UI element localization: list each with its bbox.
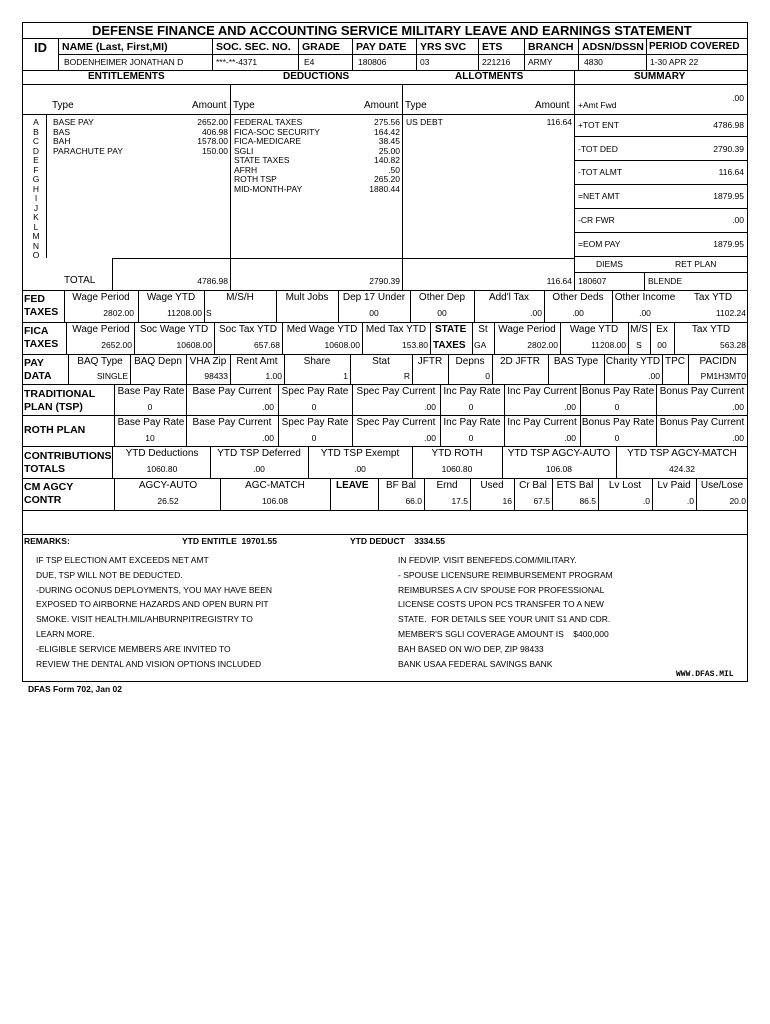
pay-data-header: 2D JFTR xyxy=(500,356,540,367)
state-tax-value: 2802.00 xyxy=(527,340,558,350)
pay-data-label: PAY DATA xyxy=(24,357,52,382)
roth-plan-value: .00 xyxy=(564,433,576,443)
pay-data-value: SINGLE xyxy=(96,371,128,381)
divider xyxy=(112,258,574,259)
roth-plan-header: Spec Pay Rate xyxy=(281,417,349,428)
divider xyxy=(644,272,645,290)
roth-plan-value: 0 xyxy=(614,433,620,443)
divider xyxy=(112,446,113,478)
state-tax-value: 11208.00 xyxy=(591,340,626,350)
leave-value: 66.0 xyxy=(405,496,422,506)
traditional-tsp-value: .00 xyxy=(564,402,576,412)
cm-agcy-header: AGC-MATCH xyxy=(245,480,305,491)
leave-value: 67.5 xyxy=(533,496,550,506)
contribution-value: .00 xyxy=(253,464,265,474)
traditional-tsp-value: 0 xyxy=(614,402,620,412)
summary-label: -TOT DED xyxy=(578,144,618,154)
leave-header: Used xyxy=(480,480,504,491)
roth-plan-header: Bonus Pay Current xyxy=(659,417,745,428)
divider xyxy=(68,354,69,384)
divider xyxy=(22,322,748,323)
summary-label: =NET AMT xyxy=(578,191,620,201)
roth-plan-value: .00 xyxy=(262,433,274,443)
leave-value: 86.5 xyxy=(579,496,596,506)
traditional-tsp-header: Inc Pay Current xyxy=(507,386,577,397)
divider xyxy=(64,290,65,322)
state-tax-header: Wage Period xyxy=(498,324,556,335)
fica-taxes-label: FICA TAXES xyxy=(24,325,59,350)
allotment-amounts: 116.64 xyxy=(546,117,572,127)
state-tax-header: St xyxy=(478,324,488,335)
deductions-header: DEDUCTIONS xyxy=(283,71,350,82)
cm-agcy-label: CM AGCY CONTR xyxy=(24,481,74,506)
traditional-tsp-value: 0 xyxy=(468,402,474,412)
pay-data-header: BAQ Depn xyxy=(134,356,182,367)
ent-amount-label: Amount xyxy=(192,100,227,111)
summary-value: 116.64 xyxy=(718,167,744,177)
divider xyxy=(574,256,748,257)
leave-header: ETS Bal xyxy=(556,480,594,491)
divider xyxy=(22,114,574,115)
divider xyxy=(46,114,47,258)
form-footer: DFAS Form 702, Jan 02 xyxy=(28,684,123,694)
state-tax-header: Wage YTD xyxy=(569,324,619,335)
fica-tax-value: 10608.00 xyxy=(176,340,212,350)
divider xyxy=(112,258,113,290)
total-allotments: 116.64 xyxy=(546,276,572,286)
roth-plan-header: Bonus Pay Rate xyxy=(581,417,655,428)
fica-tax-value: 657.68 xyxy=(254,340,280,350)
yrs-svc-value: 03 xyxy=(420,57,430,67)
fica-tax-header: Soc Wage YTD xyxy=(139,324,209,335)
total-deductions: 2790.39 xyxy=(369,276,400,286)
fed-tax-header: Dep 17 Under xyxy=(342,292,406,303)
allotment-types: US DEBT xyxy=(406,117,443,127)
total-entitlements: 4786.98 xyxy=(197,276,228,286)
leave-value: 20.0 xyxy=(729,496,746,506)
contribution-value: 106.08 xyxy=(546,464,572,474)
row-letters: A B C D E F G H I J K L M N O xyxy=(32,117,40,260)
pay-data-header: JFTR xyxy=(417,356,443,367)
pay-data-header: Charity YTD xyxy=(605,356,661,367)
grade-value: E4 xyxy=(304,57,315,67)
traditional-tsp-value: 0 xyxy=(147,402,153,412)
divider xyxy=(574,208,748,209)
state-label-top: STATE xyxy=(435,324,467,335)
contribution-header: YTD TSP Deferred xyxy=(217,448,301,459)
divider xyxy=(574,136,748,137)
name-label: NAME (Last, First,MI) xyxy=(62,41,168,53)
traditional-tsp-header: Spec Pay Current xyxy=(356,386,436,397)
summary-value: .00 xyxy=(732,215,744,225)
leave-label: LEAVE xyxy=(336,480,369,491)
ret-plan-value: BLENDE xyxy=(648,276,683,286)
roth-plan-header: Base Pay Current xyxy=(192,417,272,428)
fed-tax-value: 1102.24 xyxy=(715,308,746,318)
fed-tax-value: 00 xyxy=(437,308,447,318)
leave-header: BF Bal xyxy=(385,480,416,491)
divider xyxy=(22,446,748,447)
deduction-amounts: 275.56 164.42 38.45 25.00 140.82 .50 265.20 1880.44 xyxy=(369,117,400,194)
name-value: BODENHEIMER JONATHAN D xyxy=(64,57,184,67)
roth-plan-header: Inc Pay Rate xyxy=(443,417,501,428)
pay-data-header: PACIDN xyxy=(699,356,737,367)
fica-tax-header: Wage Period xyxy=(72,324,130,335)
pay-data-value: 1 xyxy=(343,371,348,381)
contribution-header: YTD TSP AGCY-MATCH xyxy=(627,448,737,459)
adsn-label: ADSN/DSSN xyxy=(582,41,644,53)
ytd-deduct: YTD DEDUCT 3334.55 xyxy=(350,536,445,546)
pay-data-value: R xyxy=(403,371,410,381)
state-tax-value: S xyxy=(636,340,642,350)
contributions-totals-label: CONTRIBUTIONS TOTALS xyxy=(24,450,112,475)
ets-label: ETS xyxy=(482,41,503,53)
adsn-value: 4830 xyxy=(584,57,603,67)
state-label-bottom: TAXES xyxy=(433,340,466,351)
contribution-value: .00 xyxy=(354,464,366,474)
contribution-value: 1060.80 xyxy=(441,464,473,474)
ssn-value: ***-**-4371 xyxy=(216,57,258,67)
ret-plan-label: RET PLAN xyxy=(675,259,717,269)
fica-tax-value: 10608.00 xyxy=(324,340,360,350)
fed-tax-header: Other Income xyxy=(614,292,676,303)
traditional-tsp-value: .00 xyxy=(262,402,274,412)
pay-data-header: BAS Type xyxy=(553,356,599,367)
fed-tax-value: .00 xyxy=(639,308,651,318)
state-tax-value: 00 xyxy=(657,340,667,350)
deduction-types: FEDERAL TAXES FICA-SOC SECURITY FICA-MEDICARE SGLI STATE TAXES AFRH ROTH TSP MID-MONTH-PAY xyxy=(234,117,320,194)
summary-value: 1879.95 xyxy=(713,239,744,249)
roth-plan-value: .00 xyxy=(424,433,436,443)
roth-plan-value: 10 xyxy=(145,433,155,443)
leave-header: Ernd xyxy=(436,480,458,491)
dfas-website: WWW.DFAS.MIL xyxy=(676,670,734,679)
fed-tax-header: Mult Jobs xyxy=(285,292,329,303)
fed-tax-value: 00 xyxy=(369,308,379,318)
summary-value: 2790.39 xyxy=(713,144,744,154)
summary-header: SUMMARY xyxy=(634,71,686,82)
roth-plan-header: Inc Pay Current xyxy=(507,417,577,428)
divider xyxy=(22,384,748,385)
diems-label: DIEMS xyxy=(596,259,623,269)
leave-value: 16 xyxy=(502,496,512,506)
contribution-value: 1060.80 xyxy=(146,464,178,474)
divider xyxy=(22,478,748,479)
leave-value: 17.5 xyxy=(451,496,468,506)
fed-tax-value: S xyxy=(206,308,212,318)
fed-tax-header: Tax YTD xyxy=(693,292,733,303)
traditional-tsp-value: .00 xyxy=(424,402,436,412)
ytd-entitle: YTD ENTITLE 19701.55 xyxy=(182,536,277,546)
summary-label: =EOM PAY xyxy=(578,239,621,249)
ets-value: 221216 xyxy=(482,57,511,67)
pay-date-label: PAY DATE xyxy=(356,41,407,53)
fed-tax-header: Other Deds xyxy=(552,292,604,303)
fica-tax-value: 153.80 xyxy=(402,340,428,350)
contribution-value: 424.32 xyxy=(669,464,695,474)
pay-date-value: 180806 xyxy=(358,57,387,67)
total-label: TOTAL xyxy=(64,275,96,286)
traditional-tsp-header: Base Pay Current xyxy=(192,386,272,397)
divider xyxy=(22,534,748,535)
divider xyxy=(22,510,748,511)
divider xyxy=(66,322,67,354)
divider xyxy=(574,114,748,115)
traditional-tsp-header: Spec Pay Rate xyxy=(281,386,349,397)
state-tax-header: M/S xyxy=(630,324,648,335)
period-value: 1-30 APR 22 xyxy=(650,57,699,67)
summary-label: -TOT ALMT xyxy=(578,167,623,177)
alm-amount-label: Amount xyxy=(535,100,570,111)
pay-data-header: Share xyxy=(303,356,331,367)
traditional-tsp-label: TRADITIONAL PLAN (TSP) xyxy=(24,388,96,413)
pay-data-header: Depns xyxy=(455,356,485,367)
contribution-header: YTD Deductions xyxy=(125,448,199,459)
contribution-header: YTD TSP AGCY-AUTO xyxy=(507,448,611,459)
divider xyxy=(330,478,331,510)
summary-value: 1879.95 xyxy=(713,191,744,201)
pay-data-header: BAQ Type xyxy=(77,356,123,367)
fed-tax-header: M/S/H xyxy=(226,292,254,303)
remarks-right-column: IN FEDVIP. VISIT BENEFEDS.COM/MILITARY. - SPOUSE LICENSURE REIMBURSEMENT PROGRAM REIMBURSES A CIV SPOUSE FOR PROFESSIONAL LICENSE COSTS UPON PCS TRANSFER TO A NEW STATE. FOR DETAILS SEE YOUR UNIT S1 AND CDR. MEMBER'S SGLI COVERAGE AMOUNT IS $400,000 BAH BASED ON W/O DEP, ZIP 98433 BANK USAA FEDERAL SAVINGS BANK xyxy=(398,555,613,669)
leave-header: Use/Lose xyxy=(700,480,744,491)
state-tax-header: Tax YTD xyxy=(691,324,731,335)
divider xyxy=(22,84,748,85)
id-label: ID xyxy=(34,40,47,55)
summary-label: +TOT ENT xyxy=(578,120,620,130)
fed-tax-value: .00 xyxy=(530,308,542,318)
cm-agcy-header: AGCY-AUTO xyxy=(138,480,198,491)
pay-data-value: 0 xyxy=(485,371,490,381)
summary-label: -CR FWR xyxy=(578,215,615,225)
summary-value: .00 xyxy=(732,93,744,103)
summary-value: 4786.98 xyxy=(713,120,744,130)
fed-tax-value: 2802.00 xyxy=(103,308,134,318)
alm-type-label: Type xyxy=(405,100,427,111)
divider xyxy=(58,54,748,55)
divider xyxy=(574,160,748,161)
fica-tax-value: 2652.00 xyxy=(101,340,132,350)
fica-tax-header: Med Tax YTD xyxy=(365,324,427,335)
traditional-tsp-header: Bonus Pay Current xyxy=(659,386,745,397)
entitlements-header: ENTITLEMENTS xyxy=(88,71,165,82)
ded-amount-label: Amount xyxy=(364,100,399,111)
remarks-label: REMARKS: xyxy=(24,536,70,546)
roth-plan-label: ROTH PLAN xyxy=(24,424,86,436)
roth-plan-value: 0 xyxy=(468,433,474,443)
branch-value: ARMY xyxy=(528,57,553,67)
pay-data-value: 1.00 xyxy=(265,371,282,381)
ded-type-label: Type xyxy=(233,100,255,111)
divider xyxy=(574,70,575,290)
divider xyxy=(574,232,748,233)
divider xyxy=(22,415,748,416)
roth-plan-value: 0 xyxy=(311,433,317,443)
divider xyxy=(22,38,748,39)
divider xyxy=(574,272,748,273)
contribution-header: YTD TSP Exempt xyxy=(320,448,400,459)
leave-header: Lv Paid xyxy=(657,480,691,491)
remarks-left-column: IF TSP ELECTION AMT EXCEEDS NET AMT DUE, TSP WILL NOT BE DEDUCTED. -DURING OCONUS DEPLOYMENTS, YOU MAY HAVE BEEN EXPOSED TO AIRBORNE HAZARDS AND OPEN BURN PIT SMOKE. VISIT HEALTH.MIL/AHBURNPITREGISTRY TO LEARN MORE. -ELIGIBLE SERVICE MEMBERS ARE INVITED TO REVIEW THE DENTAL AND VISION OPTIONS INCLUDED xyxy=(36,555,272,669)
pay-data-header: VHA Zip xyxy=(189,356,227,367)
fed-tax-header: Add'l Tax xyxy=(488,292,530,303)
allotments-header: ALLOTMENTS xyxy=(455,71,524,82)
divider xyxy=(430,322,431,354)
pay-data-header: TPC xyxy=(665,356,685,367)
leave-header: Lv Lost xyxy=(608,480,642,491)
state-tax-header: Ex xyxy=(656,324,668,335)
ssn-label: SOC. SEC. NO. xyxy=(216,41,291,53)
fed-tax-header: Wage Period xyxy=(72,292,130,303)
divider xyxy=(114,478,115,510)
form-title: DEFENSE FINANCE AND ACCOUNTING SERVICE MILITARY LEAVE AND EARNINGS STATEMENT xyxy=(92,23,692,38)
leave-value: .0 xyxy=(642,496,650,506)
entitlement-amounts: 2652.00 406.98 1578.00 150.00 xyxy=(197,117,228,156)
diems-value: 180607 xyxy=(578,276,607,286)
pay-data-header: Stat xyxy=(372,356,390,367)
roth-plan-header: Base Pay Rate xyxy=(117,417,185,428)
summary-label: +Amt Fwd xyxy=(578,100,617,110)
pay-data-value: 98433 xyxy=(204,371,228,381)
state-tax-value: 563.28 xyxy=(720,340,746,350)
ent-type-label: Type xyxy=(52,100,74,111)
fed-tax-value: 11208.00 xyxy=(167,308,202,318)
pay-data-value: .00 xyxy=(648,371,660,381)
fed-tax-header: Wage YTD xyxy=(146,292,196,303)
pay-data-header: Rent Amt xyxy=(236,356,278,367)
fica-tax-header: Med Wage YTD xyxy=(286,324,358,335)
pay-data-value: PM1H3MT0 xyxy=(700,371,746,381)
divider xyxy=(22,290,748,291)
fica-tax-header: Soc Tax YTD xyxy=(219,324,277,335)
entitlement-types: BASE PAY BAS BAH PARACHUTE PAY xyxy=(53,117,123,156)
traditional-tsp-value: 0 xyxy=(311,402,317,412)
period-label: PERIOD COVERED xyxy=(649,41,740,52)
state-tax-value: GA xyxy=(474,340,487,350)
traditional-tsp-value: .00 xyxy=(732,402,744,412)
yrs-svc-label: YRS SVC xyxy=(420,41,467,53)
grade-label: GRADE xyxy=(302,41,340,53)
traditional-tsp-header: Inc Pay Rate xyxy=(443,386,501,397)
divider xyxy=(574,184,748,185)
cm-agcy-value: 26.52 xyxy=(157,496,179,506)
traditional-tsp-header: Base Pay Rate xyxy=(117,386,185,397)
fed-tax-value: .00 xyxy=(572,308,584,318)
roth-plan-value: .00 xyxy=(732,433,744,443)
roth-plan-header: Spec Pay Current xyxy=(356,417,436,428)
cm-agcy-value: 106.08 xyxy=(262,496,288,506)
branch-label: BRANCH xyxy=(528,41,574,53)
leave-value: .0 xyxy=(686,496,694,506)
traditional-tsp-header: Bonus Pay Rate xyxy=(581,386,655,397)
fed-tax-header: Other Dep xyxy=(418,292,466,303)
contribution-header: YTD ROTH xyxy=(431,448,483,459)
fed-taxes-label: FED TAXES xyxy=(24,293,59,318)
leave-header: Cr Bal xyxy=(519,480,547,491)
